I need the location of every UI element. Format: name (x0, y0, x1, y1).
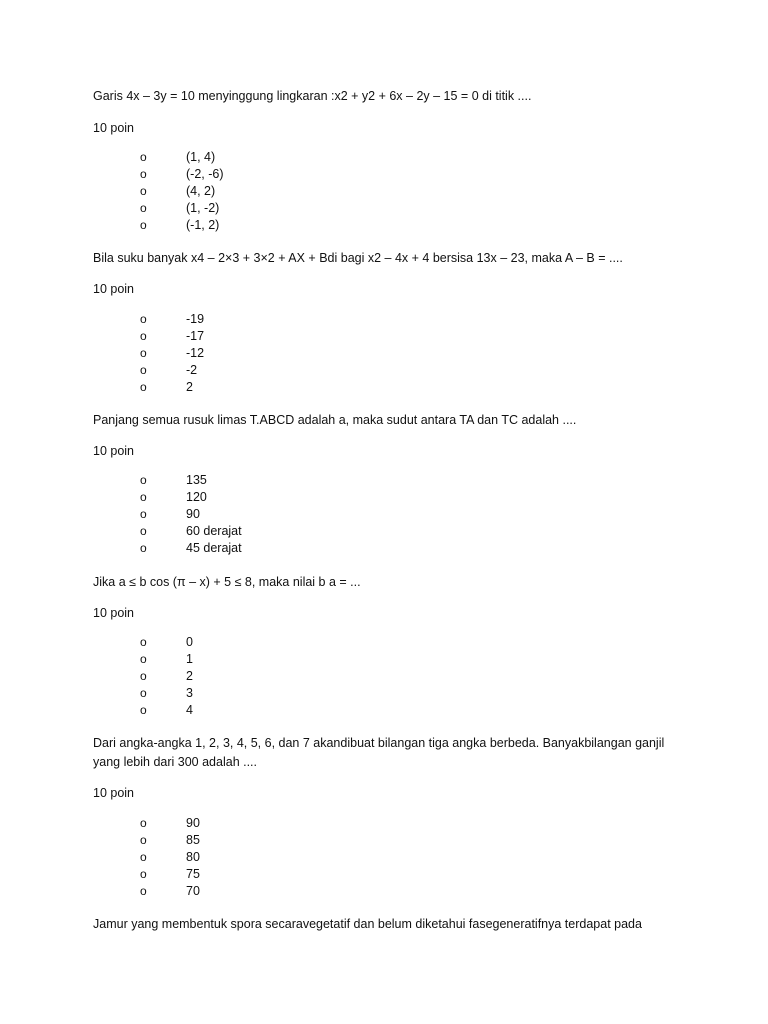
option-bullet: o (140, 329, 147, 343)
option-bullet: o (140, 218, 147, 232)
option-bullet: o (140, 380, 147, 394)
option-label: 45 derajat (186, 541, 242, 555)
option-item[interactable] (0, 311, 400, 328)
question-text: Jika a ≤ b cos (π – x) + 5 ≤ 8, maka nilai b a = ... (93, 575, 361, 589)
option-label: (-1, 2) (186, 218, 220, 232)
option-bullet: o (140, 816, 147, 830)
option-bullet: o (140, 346, 147, 360)
option-bullet: o (140, 669, 147, 683)
option-bullet: o (140, 150, 147, 164)
option-bullet: o (140, 635, 147, 649)
option-item[interactable] (0, 523, 400, 540)
option-label: 135 (186, 473, 207, 487)
question-text: Dari angka-angka 1, 2, 3, 4, 5, 6, dan 7 akandibuat bilangan tiga angka berbeda. Banyakbilangan ganjil yang lebih dari 300 adalah .... (93, 736, 665, 769)
option-bullet: o (140, 884, 147, 898)
question-points: 10 poin (93, 786, 135, 800)
question-points: 10 poin (93, 606, 135, 620)
option-label: 2 (186, 380, 193, 394)
option-item[interactable] (0, 200, 400, 217)
question-text: Garis 4x – 3y = 10 menyinggung lingkaran :x2 + y2 + 6x – 2y – 15 = 0 di titik .... (93, 89, 532, 103)
option-label: 2 (186, 669, 193, 683)
option-bullet: o (140, 473, 147, 487)
option-label: -19 (186, 312, 205, 326)
option-label: 1 (186, 652, 193, 666)
option-label: 120 (186, 490, 207, 504)
option-bullet: o (140, 507, 147, 521)
option-label: 90 (186, 507, 200, 521)
option-item[interactable] (0, 345, 400, 362)
option-bullet: o (140, 184, 147, 198)
option-item[interactable] (0, 866, 400, 883)
option-item[interactable] (0, 183, 400, 200)
option-item[interactable] (0, 702, 400, 719)
option-item[interactable] (0, 832, 400, 849)
option-label: 70 (186, 884, 200, 898)
option-bullet: o (140, 201, 147, 215)
option-label: 90 (186, 816, 200, 830)
option-bullet: o (140, 686, 147, 700)
option-item[interactable] (0, 328, 400, 345)
option-item[interactable] (0, 685, 400, 702)
option-item[interactable] (0, 472, 400, 489)
option-item[interactable] (0, 849, 400, 866)
option-item[interactable] (0, 166, 400, 183)
option-label: (1, 4) (186, 150, 216, 164)
option-item[interactable] (0, 634, 400, 651)
option-item[interactable] (0, 540, 400, 557)
option-bullet: o (140, 867, 147, 881)
option-bullet: o (140, 541, 147, 555)
option-item[interactable] (0, 815, 400, 832)
option-label: 80 (186, 850, 200, 864)
option-item[interactable] (0, 489, 400, 506)
option-bullet: o (140, 652, 147, 666)
option-bullet: o (140, 490, 147, 504)
option-label: 75 (186, 867, 200, 881)
option-item[interactable] (0, 883, 400, 900)
question-points: 10 poin (93, 444, 135, 458)
option-item[interactable] (0, 362, 400, 379)
option-label: (1, -2) (186, 201, 220, 215)
option-label: 3 (186, 686, 193, 700)
option-bullet: o (140, 167, 147, 181)
option-item[interactable] (0, 506, 400, 523)
question-text: Panjang semua rusuk limas T.ABCD adalah a, maka sudut antara TA dan TC adalah .... (93, 413, 577, 427)
option-item[interactable] (0, 651, 400, 668)
option-item[interactable] (0, 379, 400, 396)
option-bullet: o (140, 312, 147, 326)
option-label: 0 (186, 635, 193, 649)
option-bullet: o (140, 850, 147, 864)
question-points: 10 poin (93, 121, 135, 135)
option-label: 4 (186, 703, 193, 717)
option-label: (-2, -6) (186, 167, 224, 181)
option-label: 60 derajat (186, 524, 242, 538)
option-bullet: o (140, 833, 147, 847)
option-label: (4, 2) (186, 184, 216, 198)
option-bullet: o (140, 363, 147, 377)
option-item[interactable] (0, 217, 400, 234)
option-bullet: o (140, 524, 147, 538)
option-label: 85 (186, 833, 200, 847)
option-bullet: o (140, 703, 147, 717)
question-points: 10 poin (93, 282, 135, 296)
option-label: -2 (186, 363, 198, 377)
question-text: Jamur yang membentuk spora secaravegetatif dan belum diketahui fasegeneratifnya terdapat pada (93, 917, 642, 931)
option-label: -17 (186, 329, 205, 343)
option-item[interactable] (0, 149, 400, 166)
question-text: Bila suku banyak x4 – 2×3 + 3×2 + AX + Bdi bagi x2 – 4x + 4 bersisa 13x – 23, maka A – B = .... (93, 251, 623, 265)
option-item[interactable] (0, 668, 400, 685)
option-label: -12 (186, 346, 205, 360)
